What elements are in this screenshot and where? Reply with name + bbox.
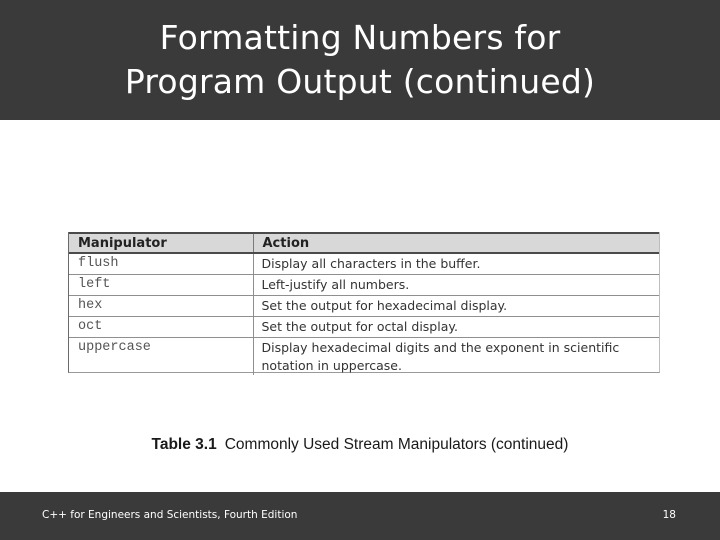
manipulator-cell: left (69, 275, 253, 296)
action-text: Display hexadecimal digits and the exponent in scientific (261, 340, 620, 355)
table-header-row (69, 233, 659, 253)
action-cell (253, 253, 659, 275)
manipulator-cell: flush (69, 253, 253, 275)
action-text: Set the output for octal display. (261, 319, 458, 334)
table-caption (0, 436, 720, 454)
title-bar (0, 0, 720, 120)
action-cell (253, 296, 659, 317)
header-manipulator: Manipulator (69, 233, 253, 253)
slide-title-line-2: Program Output (continued) (124, 62, 596, 101)
header-action: Action (253, 233, 659, 253)
page-number: 18 (662, 509, 676, 521)
table-row (69, 296, 659, 317)
table-row (69, 275, 659, 296)
manipulator-cell: uppercase (78, 340, 151, 355)
action-text: Left-justify all numbers. (261, 277, 410, 292)
footer-bar (0, 492, 720, 540)
caption-text: Commonly Used Stream Manipulators (continued) (224, 436, 569, 453)
caption-label: Table 3.1 (151, 436, 217, 453)
action-text: Display all characters in the buffer. (261, 256, 481, 271)
footer-book-title: C++ for Engineers and Scientists, Fourth Edition (42, 509, 298, 521)
manipulators-table (68, 232, 660, 373)
table-row (69, 317, 659, 338)
action-cell (253, 317, 659, 338)
table-row (69, 253, 659, 275)
action-cell (253, 338, 659, 376)
manipulator-cell: hex (69, 296, 253, 317)
manipulator-cell: oct (69, 317, 253, 338)
action-text: notation in uppercase. (261, 358, 402, 373)
slide-title-line-1: Formatting Numbers for (159, 18, 561, 57)
action-text: Set the output for hexadecimal display. (261, 298, 508, 313)
action-cell (253, 275, 659, 296)
table-row (69, 338, 659, 376)
